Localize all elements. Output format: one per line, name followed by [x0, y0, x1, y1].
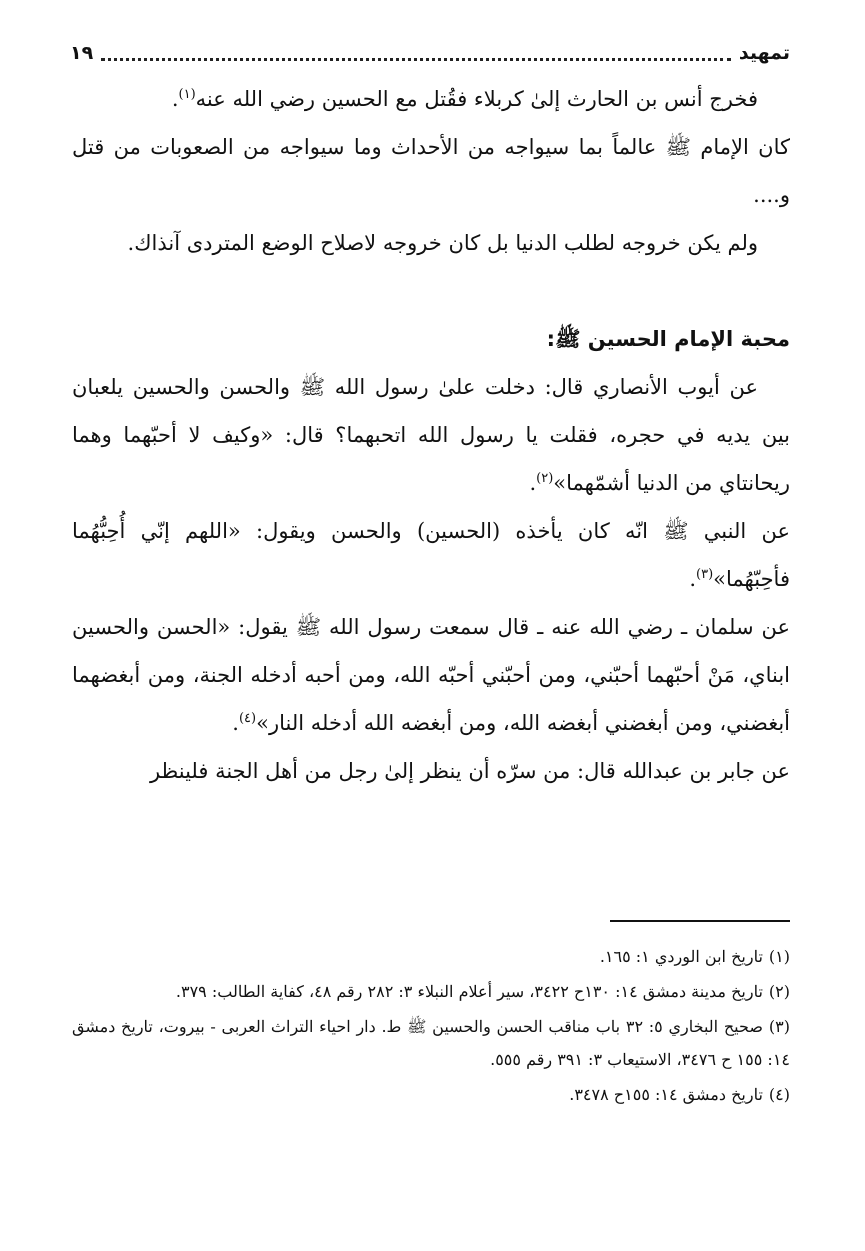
paragraph-2: كان الإمام ﷺ عالماً بما سيواجه من الأحداث وما سيواجه من الصعوبات من قتل و.... [72, 135, 790, 207]
footnote-number: (١) [768, 947, 790, 966]
chapter-title: تمهيد [738, 42, 790, 64]
footnotes [72, 940, 790, 1113]
footnote-ref-1: (١) [178, 87, 196, 102]
paragraph-4: عن أيوب الأنصاري قال: دخلت علىٰ رسول الله ﷺ والحسن والحسين يلعبان بين يديه في حجره، فقلت يا رسول الله اتحبهما؟ قال: «وكيف لا أحبّهما وهما ريحانتاي من الدنيا أشمّهما»$^{(٢)}$. [72, 375, 790, 495]
footnote-ref-2: (٢) [536, 471, 554, 486]
footnote-text: تاريخ ابن الوردي ١: ١٦٥. [599, 947, 763, 966]
paragraph-5-text: عن النبي ﷺ انّه كان يأخذه (الحسين) والحسن ويقول: «اللهم إنّي أُحِبُّهُما فأحِبّهُما» [72, 519, 790, 591]
footnote-ref-3: (٣) [696, 567, 714, 582]
paragraph-5: عن النبي ﷺ انّه كان يأخذه (الحسين) والحسن ويقول: «اللهم إنّي أُحِبُّهُما فأحِبّهُما»$^{(٣)}$. [72, 519, 790, 591]
paragraph-6: عن سلمان ـ رضي الله عنه ـ قال سمعت رسول الله ﷺ يقول: «الحسن والحسين ابناي، مَنْ أحبّهما أحبّني، ومن أحبّني أحبّه الله، ومن أحبه أدخله الجنة، ومن أبغضهما أبغضني، ومن أبغضني أبغضه الله، ومن أبغضه الله أدخله النار»$^{(٤)}$. [72, 615, 790, 735]
section-gap [72, 267, 790, 315]
running-header [70, 38, 790, 68]
leader-dots [101, 46, 731, 61]
footnote-4 [72, 1078, 790, 1111]
footnote-number: (٢) [768, 982, 790, 1001]
page-number: ١٩ [70, 42, 94, 64]
paragraph-7: عن جابر بن عبدالله قال: من سرّه أن ينظر إلىٰ رجل من أهل الجنة فلينظر [149, 759, 790, 783]
paragraph-1: فخرج أنس بن الحارث إلىٰ كربلاء فقُتل مع الحسين رضي الله عنه$^{(١)}$. [171, 87, 758, 111]
footnote-2 [72, 975, 790, 1008]
footnote-separator [610, 920, 790, 922]
footnote-text: صحيح البخاري ٥: ٣٢ باب مناقب الحسن والحسين ﷺ ط. دار احياء التراث العربى - بيروت، تاريخ دمشق ١٤: ١٥٥ ح ٣٤٧٦، الاستيعاب ٣: ٣٩١ رقم ٥٥٥. [72, 1017, 790, 1069]
paragraph-6-text: عن سلمان ـ رضي الله عنه ـ قال سمعت رسول الله ﷺ يقول: «الحسن والحسين ابناي، مَنْ أحبّهما أحبّني، ومن أحبّني أحبّه الله، ومن أحبه أدخله الجنة، ومن أبغضهما أبغضني، ومن أبغضني أبغضه الله، ومن أبغضه الله أدخله النار» [72, 615, 790, 735]
footnote-ref-4: (٤) [238, 711, 257, 726]
footnote-number: (٤) [768, 1085, 790, 1104]
paragraph-3: ولم يكن خروجه لطلب الدنيا بل كان خروجه لاصلاح الوضع المتردى آنذاك. [127, 231, 758, 255]
paragraph-4-text: عن أيوب الأنصاري قال: دخلت علىٰ رسول الله ﷺ والحسن والحسين يلعبان بين يديه في حجره، فقلت يا رسول الله اتحبهما؟ قال: «وكيف لا أحبّهما وهما ريحانتاي من الدنيا أشمّهما» [72, 375, 790, 495]
main-text [72, 75, 790, 795]
footnote-number: (٣) [768, 1017, 790, 1036]
footnote-text: تاريخ مدينة دمشق ١٤: ١٣٠ح ٣٤٢٢، سير أعلام النبلاء ٣: ٢٨٢ رقم ٤٨، كفاية الطالب: ٣٧٩. [175, 982, 763, 1001]
footnote-1 [72, 940, 790, 973]
footnote-3 [72, 1010, 790, 1076]
paragraph-1-text: فخرج أنس بن الحارث إلىٰ كربلاء فقُتل مع الحسين رضي الله عنه [195, 87, 758, 111]
section-heading: محبة الإمام الحسين ﷺ: [546, 327, 790, 351]
footnote-text: تاريخ دمشق ١٤: ١٥٥ح ٣٤٧٨. [569, 1085, 763, 1104]
